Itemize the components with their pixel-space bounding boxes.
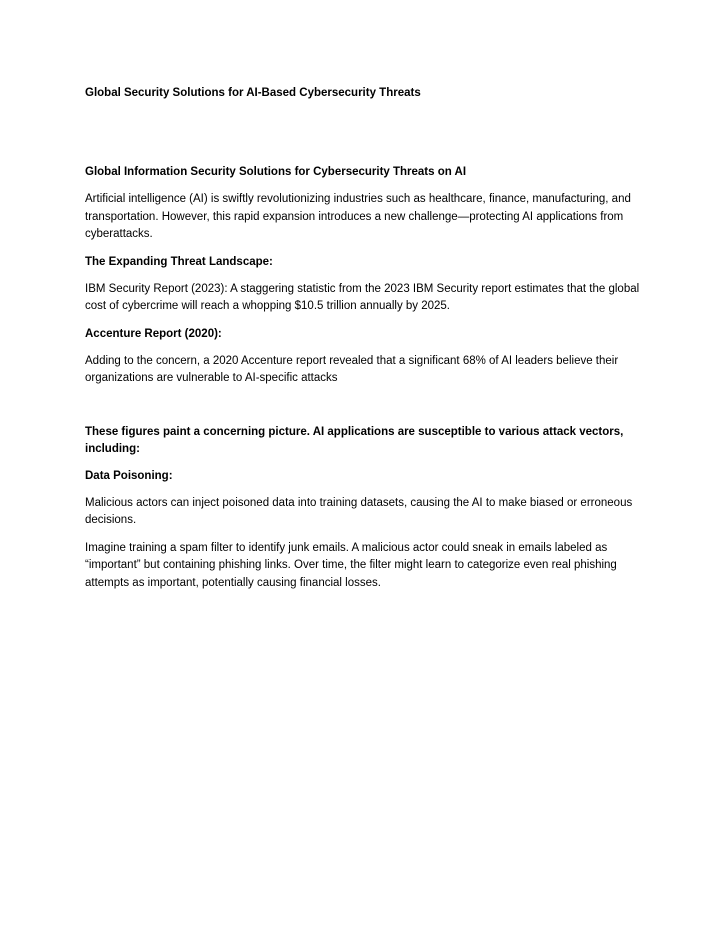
ibm-report-paragraph: IBM Security Report (2023): A staggering statistic from the 2023 IBM Security report estimates that the global cost of cybercrime will reach a whopping $10.5 trillion annually by 2025. — [85, 282, 640, 312]
document-title: Global Security Solutions for AI-Based Cybersecurity Threats — [85, 87, 421, 99]
data-poisoning-heading: Data Poisoning: — [85, 469, 173, 482]
threat-landscape-heading: The Expanding Threat Landscape: — [85, 255, 273, 268]
attack-vectors-heading: These figures paint a concerning picture. AI applications are susceptible to various attack vectors, including: — [85, 425, 624, 455]
spam-filter-example-paragraph: Imagine training a spam filter to identify junk emails. A malicious actor could sneak in emails labeled as “important” but containing phishing links. Over time, the filter might learn to categorize even real phishing attempts as important, potentially causing financial losses. — [85, 541, 617, 589]
data-poisoning-paragraph: Malicious actors can inject poisoned data into training datasets, causing the AI to make biased or erroneous decisions. — [85, 496, 633, 526]
accenture-report-paragraph: Adding to the concern, a 2020 Accenture report revealed that a significant 68% of AI leaders believe their organizations are vulnerable to AI-specific attacks — [85, 354, 619, 384]
intro-paragraph: Artificial intelligence (AI) is swiftly revolutionizing industries such as healthcare, finance, manufacturing, and transportation. However, this rapid expansion introduces a new challenge—protecting AI applications from cyberattacks. — [85, 193, 631, 240]
document-body — [85, 164, 645, 602]
main-heading: Global Information Security Solutions for Cybersecurity Threats on AI — [85, 166, 467, 178]
accenture-report-heading: Accenture Report (2020): — [85, 327, 222, 340]
section-spacer — [85, 398, 645, 424]
